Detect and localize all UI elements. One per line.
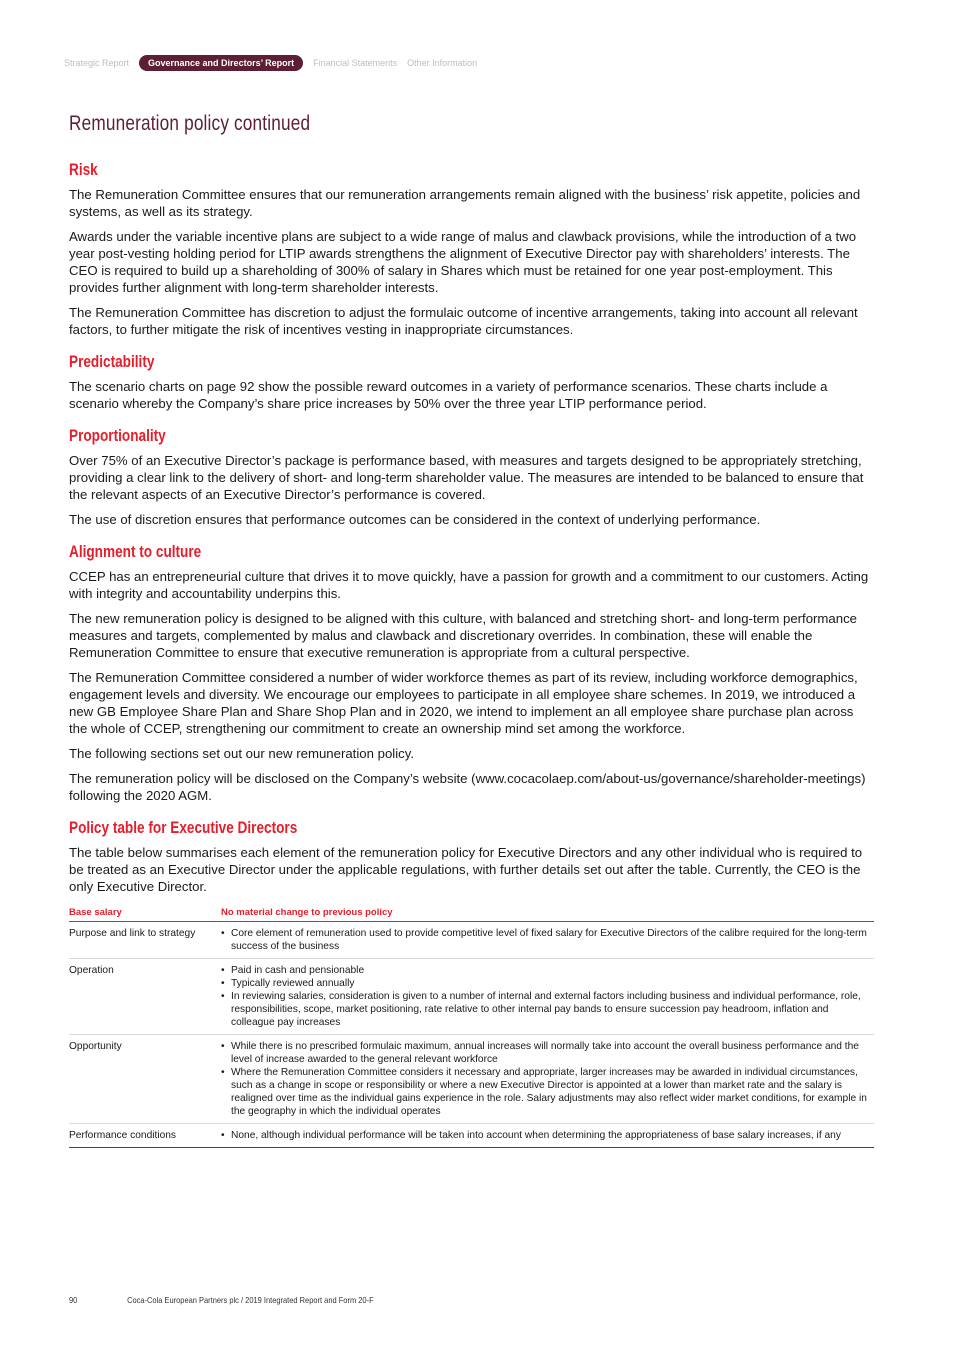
- nav-item-governance[interactable]: Governance and Directors’ Report: [139, 55, 303, 71]
- section-heading: Alignment to culture: [69, 542, 202, 561]
- paragraph: The table below summarises each element of the remuneration policy for Executive Directors and any other individual who is required to be treated as an Executive Director under the applicable regulations, with further details set out after the table. Currently, the CEO is the only Executive Director.: [69, 845, 863, 894]
- page-footer: [69, 1295, 374, 1305]
- paragraph: The following sections set out our new remuneration policy.: [69, 746, 415, 761]
- nav-item-financial-statements[interactable]: Financial Statements: [313, 58, 398, 68]
- section-nav: [64, 55, 487, 71]
- page-number: 90: [69, 1295, 78, 1305]
- paragraph: The Remuneration Committee considered a number of wider workforce themes as part of its review, including workforce demographics, engagement levels and diversity. We encourage our employees to participate in all employee share schemes. In 2019, we introduced a new GB Employee Share Plan and Share Shop Plan and in 2020, we intend to implement an all employee share purchase plan across the whole of CCEP, strengthening our commitment to create an ownership mind set among the workforce.: [69, 670, 858, 736]
- bullet-item: • Where the Remuneration Committee considers it necessary and appropriate, larger increases may be awarded in individual circumstances, such as a change in scope or responsibility or where a new Executive Director is appointed at a lower than market rate and the salary is realigned over time as the individual gains experience in the role. Salary adjustments may also reflect wider market conditions, for example in the geography in which the individual operates: [221, 1066, 874, 1118]
- bullet-item: • In reviewing salaries, consideration is given to a number of internal and external factors including business and individual performance, role, responsibilities, scope, market positioning, rate relative to other internal pay bands to ensure succession pay headroom, inflation and colleague pay increases: [221, 990, 874, 1029]
- table-row: [69, 922, 874, 959]
- row-content: [221, 1035, 874, 1124]
- policy-table: [69, 903, 874, 1148]
- paragraph: Awards under the variable incentive plans are subject to a wide range of malus and clawback provisions, while the introduction of a two year post-vesting holding period for LTIP awards strengthens the alignment of Executive Director pay with shareholders’ interests. The CEO is required to build up a shareholding of 300% of salary in Shares which must be retained for one year post-employment. This provides further alignment with long-term shareholder interests.: [69, 229, 857, 295]
- table-row: [69, 1124, 874, 1148]
- page-title: Remuneration policy continued: [69, 112, 311, 135]
- row-label: Purpose and link to strategy: [69, 922, 221, 959]
- section-alignment-to-culture: [69, 542, 875, 804]
- nav-item-strategic-report[interactable]: Strategic Report: [64, 58, 130, 68]
- bullet-item: • Core element of remuneration used to provide competitive level of fixed salary for Executive Directors of the calibre required for the long-term success of the business: [221, 927, 874, 953]
- paragraph: CCEP has an entrepreneurial culture that drives it to move quickly, have a passion for growth and a commitment to our customers. Acting with integrity and accountability underpins this.: [69, 569, 869, 601]
- row-content: [221, 922, 874, 959]
- section-heading: Predictability: [69, 352, 155, 371]
- table-row: [69, 1035, 874, 1124]
- row-label: Opportunity: [69, 1035, 221, 1124]
- paragraph: The scenario charts on page 92 show the possible reward outcomes in a variety of performance scenarios. These charts include a scenario whereby the Company’s share price increases by 50% over the three year LTIP performance period.: [69, 379, 828, 411]
- table-row: [69, 959, 874, 1035]
- footer-publication-title: Coca-Cola European Partners plc / 2019 Integrated Report and Form 20-F: [127, 1295, 374, 1305]
- paragraph: The new remuneration policy is designed to be aligned with this culture, with balanced and stretching short- and long-term performance measures and targets, complemented by malus and clawback and discretionary overrides. In combination, these will enable the Remuneration Committee to ensure that executive remuneration is appropriate from a cultural perspective.: [69, 611, 858, 660]
- row-label: Performance conditions: [69, 1124, 221, 1148]
- row-label: Operation: [69, 959, 221, 1035]
- section-proportionality: [69, 426, 875, 528]
- nav-item-other-information[interactable]: Other Information: [407, 58, 478, 68]
- section-heading: Proportionality: [69, 426, 166, 445]
- paragraph: The use of discretion ensures that performance outcomes can be considered in the context of underlying performance.: [69, 512, 761, 527]
- row-content: [221, 959, 874, 1035]
- section-policy-table: [69, 818, 875, 1148]
- bullet-item: • Typically reviewed annually: [221, 977, 874, 990]
- main-content: [69, 160, 875, 1162]
- bullet-item: • None, although individual performance will be taken into account when determining the appropriateness of base salary increases, if any: [221, 1129, 874, 1142]
- bullet-item: • Paid in cash and pensionable: [221, 964, 874, 977]
- paragraph: The Remuneration Committee has discretion to adjust the formulaic outcome of incentive arrangements, taking into account all relevant factors, to further mitigate the risk of incentives vesting in inappropriate circumstances.: [69, 305, 858, 337]
- row-content: [221, 1124, 874, 1148]
- table-header-cell: No material change to previous policy: [221, 903, 874, 922]
- paragraph: The Remuneration Committee ensures that our remuneration arrangements remain aligned with the business’ risk appetite, policies and systems, as well as its strategy.: [69, 187, 861, 219]
- section-predictability: [69, 352, 875, 412]
- bullet-item: • While there is no prescribed formulaic maximum, annual increases will normally take into account the overall business performance and the level of increase awarded to the general relevant workforce: [221, 1040, 874, 1066]
- table-header-row: [69, 903, 874, 922]
- table-header-cell: Base salary: [69, 903, 221, 922]
- paragraph: Over 75% of an Executive Director’s package is performance based, with measures and targets designed to be appropriately stretching, providing a clear link to the delivery of short- and long-term shareholder value. The measures are intended to be balanced to ensure that the relevant aspects of an Executive Director’s performance is covered.: [69, 453, 864, 502]
- paragraph: The remuneration policy will be disclosed on the Company’s website (www.cocacolaep.com/about-us/governance/shareholder-meetings) following the 2020 AGM.: [69, 771, 866, 803]
- section-heading: Policy table for Executive Directors: [69, 818, 298, 837]
- section-heading: Risk: [69, 160, 98, 179]
- section-risk: [69, 160, 875, 338]
